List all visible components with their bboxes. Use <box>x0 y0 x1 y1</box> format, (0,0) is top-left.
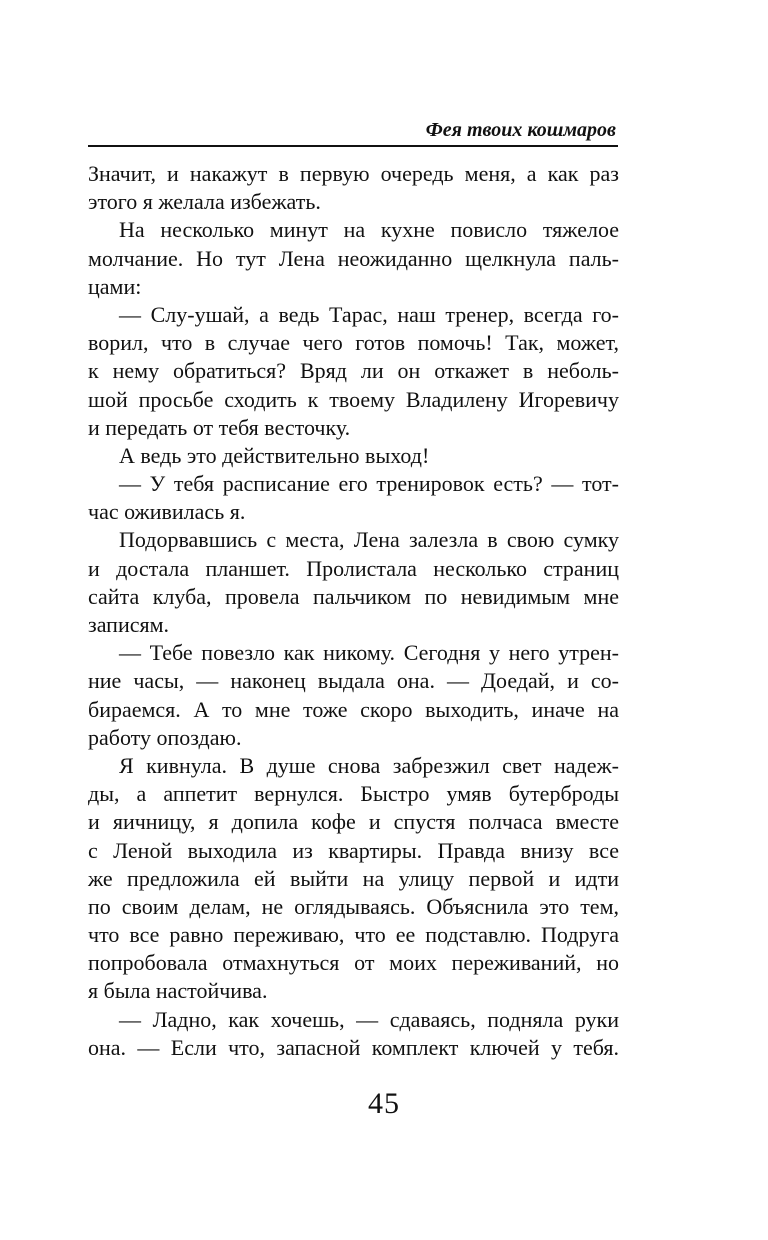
text-line: шой просьбе сходить к твоему Владилену Игоревичу <box>88 386 619 412</box>
paragraph <box>88 160 619 216</box>
paragraph <box>88 301 619 442</box>
text-line: — Тебе повезло как никому. Сегодня у него утрен- <box>119 640 619 666</box>
header-divider <box>88 145 618 147</box>
paragraph <box>88 526 619 639</box>
page-number: 45 <box>368 1087 400 1120</box>
text-line: и передать от тебя весточку. <box>88 414 351 440</box>
text-line: Значит, и накажут в первую очередь меня, а как раз <box>88 161 619 186</box>
text-line: попробовала отмахнуться от моих переживаний, но <box>88 950 619 976</box>
text-line: и яичницу, я допила кофе и спустя полчаса вместе <box>88 809 619 835</box>
paragraph <box>88 1006 619 1062</box>
text-line: ды, а аппетит вернулся. Быстро умяв бутерброды <box>88 781 619 807</box>
text-line: и достала планшет. Пролистала несколько страниц <box>88 555 619 581</box>
paragraph <box>88 639 619 752</box>
text-line: А ведь это действительно выход! <box>119 442 430 468</box>
text-line: этого я желала избежать. <box>88 189 321 215</box>
text-line: записям. <box>88 612 170 637</box>
paragraph <box>88 216 619 301</box>
text-line: На несколько минут на кухне повисло тяжелое <box>119 217 619 243</box>
text-line: к нему обратиться? Вряд ли он откажет в неболь- <box>88 358 619 384</box>
text-line: я была настойчива. <box>88 978 268 1004</box>
text-line: Подорвавшись с места, Лена залезла в свою сумку <box>119 527 619 553</box>
paragraph <box>88 442 619 470</box>
text-line: — Ладно, как хочешь, — сдаваясь, подняла руки <box>119 1006 619 1032</box>
text-line: по своим делам, не оглядываясь. Объяснила это тем, <box>88 893 619 919</box>
text-line: бираемся. А то мне тоже скоро выходить, иначе на <box>88 696 619 722</box>
text-line: сайта клуба, провела пальчиком по невидимым мне <box>88 583 619 609</box>
text-line: ворил, что в случае чего готов помочь! Так, может, <box>88 330 619 356</box>
text-line: Я кивнула. В душе снова забрезжил свет надеж- <box>119 752 619 778</box>
text-line: — Слу-ушай, а ведь Тарас, наш тренер, всегда го- <box>119 301 619 327</box>
text-line: же предложила ей выйти на улицу первой и идти <box>88 865 619 891</box>
body-text <box>88 160 619 1062</box>
paragraph <box>88 470 619 526</box>
text-line: час оживилась я. <box>88 499 246 525</box>
text-line: цами: <box>88 273 142 299</box>
text-line: молчание. Но тут Лена неожиданно щелкнула паль- <box>88 245 619 271</box>
text-line: с Леной выходила из квартиры. Правда внизу все <box>88 837 619 863</box>
paragraph <box>88 752 619 1006</box>
text-line: — У тебя расписание его тренировок есть? — тот- <box>119 471 619 497</box>
text-line: она. — Если что, запасной комплект ключей у тебя. <box>88 1034 619 1060</box>
text-line: работу опоздаю. <box>88 724 242 750</box>
running-header-title: Фея твоих кошмаров <box>425 119 616 141</box>
text-line: что все равно переживаю, что ее подставлю. Подруга <box>88 922 619 948</box>
text-line: ние часы, — наконец выдала она. — Доедай, и со- <box>88 668 619 694</box>
